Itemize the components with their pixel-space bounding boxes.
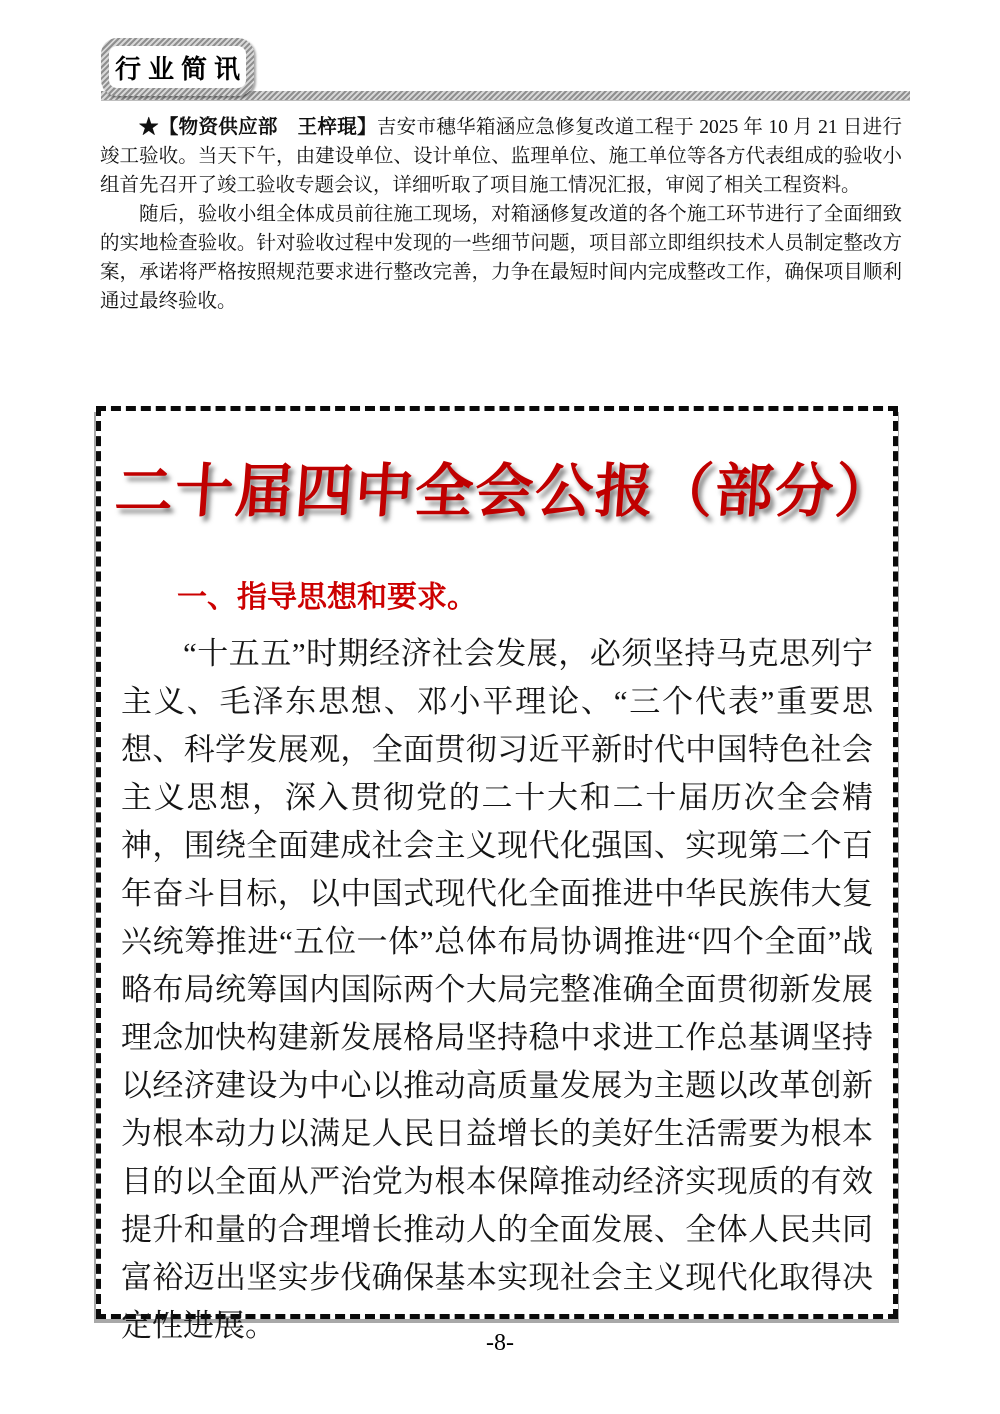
news-byline: ★【物资供应部 王梓琨】: [139, 117, 377, 138]
bulletin-body-text: “十五五”时期经济社会发展，必须坚持马克思列宁主义、毛泽东思想、邓小平理论、“三个代表”重要思想、科学发展观，全面贯彻习近平新时代中国特色社会主义思想，深入贯彻党的二十大和二十届历次全会精神，围绕全面建成社会主义现代化强国、实现第二个百年奋斗目标，以中国式现代化全面推进中华民族伟大复兴统筹推进“五位一体”总体布局协调推进“四个全面”战略布局统筹国内国际两个大局完整准确全面贯彻新发展理念加快构建新发展格局坚持稳中求进工作总基调坚持以经济建设为中心以推动高质量发展为主题以改革创新为根本动力以满足人民日益增长的美好生活需要为根本目的以全面从严治党为根本保障推动经济实现质的有效提升和量的合理增长推动人的全面发展、全体人民共同富裕迈出坚实步伐确保基本实现社会主义现代化取得决定性进展。: [121, 635, 873, 1343]
bulletin-box: [96, 406, 898, 1343]
news-paragraph-1-text: 吉安市穗华箱涵应急修复改道工程于 2025 年 10 月 21 日进行竣工验收。当天下午，由建设单位、设计单位、监理单位、施工单位等各方代表组成的验收小组首先召开了竣工验收专题会议，详细听取了项目施工情况汇报，审阅了相关工程资料。: [100, 117, 902, 196]
bulletin-section-heading: 一、指导思想和要求。: [177, 580, 477, 614]
section-badge: [101, 38, 254, 96]
news-paragraph-1: [100, 113, 902, 200]
page-number: -8-: [486, 1330, 514, 1356]
news-article: [100, 113, 902, 316]
news-paragraph-2: 随后，验收小组全体成员前往施工现场，对箱涵修复改道的各个施工环节进行了全面细致的实地检查验收。针对验收过程中发现的一些细节问题，项目部立即组织技术人员制定整改方案，承诺将严格按照规范要求进行整改完善，力争在最短时间内完成整改工作，确保项目顺利通过最终验收。: [100, 204, 902, 312]
section-badge-inner: [109, 46, 246, 88]
section-badge-label: 行业简讯: [115, 53, 248, 84]
bulletin-title: 二十届四中全会公报（部分）: [112, 459, 898, 524]
